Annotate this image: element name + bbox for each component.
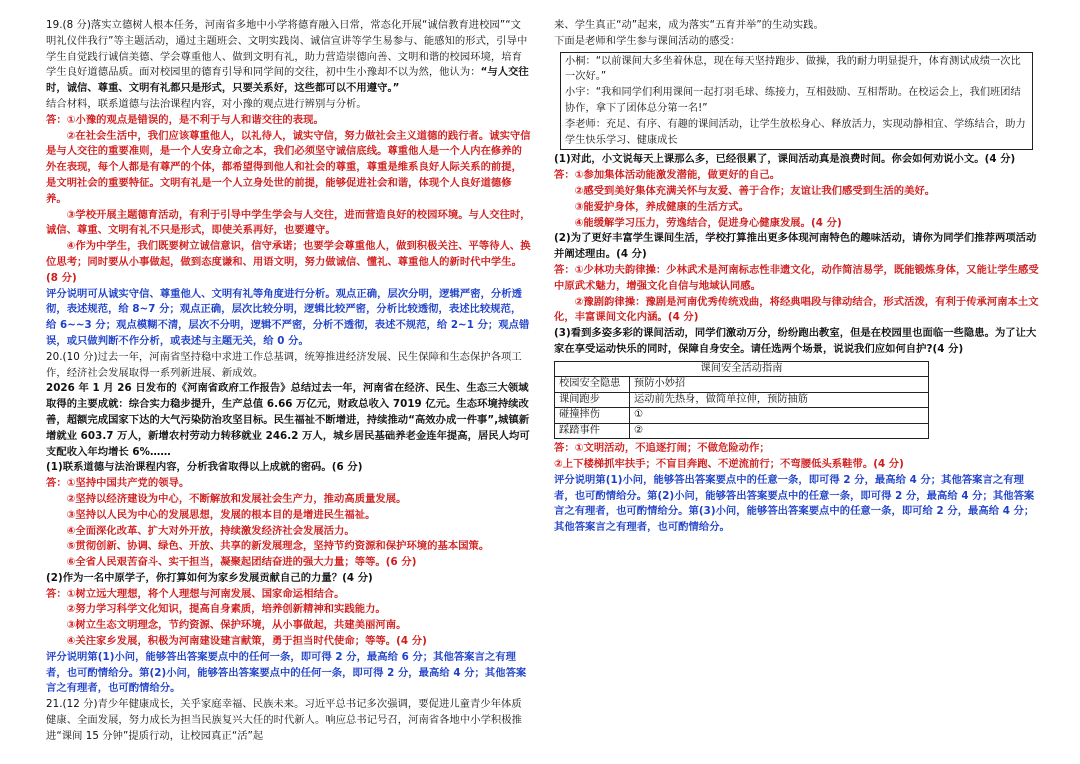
q21-stem-continued: 来、学生真正“动”起来，成为落实“五育并举”的生动实践。 <box>554 19 824 31</box>
q21-2-answer-2: ②豫剧韵律操：豫剧是河南优秀传统戏曲，将经典唱段与律动结合，形式活泼，有利于传承河南本土文化，丰富课间文化内涵。(4 分) <box>554 295 1039 324</box>
score: (4 分) <box>873 458 904 471</box>
q20-2-answer-2: ②努力学习科学文化知识，提高自身素质，培养创新精神和实践能力。 <box>66 603 386 616</box>
q19-quote: “与人交往时，诚信、尊重、文明有礼都只是形式，只要关系好，这些都可以不用遵守。” <box>46 66 529 95</box>
table-cell: 课间跑步 <box>555 392 630 408</box>
q21-1-answer-4: ④能缓解学习压力，劳逸结合，促进身心健康发展。(4 分) <box>574 216 842 229</box>
q19-answer-2: ②在社会生活中，我们应该尊重他人，以礼待人，诚实守信，努力做社会主义道德的践行者。诚实守信是与人交往的重要准则，是一个人安身立命之本，我们必须坚守诚信底线。尊重他人是一个人内在修养的外在表现，每个人都是有尊严的个体，都希望得到他人和社会的尊重，尊重是维系良好人际关系的前提，是文明社会的重要特征。文明有礼是一个人立身处世的前提，能够促进社会和谐，体现个人良好道德修养。 <box>46 129 531 205</box>
answer-label: 答： <box>46 477 67 490</box>
feedback-xiaoyu: 小宇：“我和同学们利用课间一起打羽毛球、练接力，互相鼓励、互相帮助。在校运会上，我们班团结协作，拿下了团体总分第一名!” <box>565 87 1021 114</box>
q20-2-answer-1: 答：①树立远大理想，将个人理想与河南发展、国家命运相结合。 <box>46 587 345 600</box>
table-row <box>555 392 929 408</box>
q20-scoring-notes: 评分说明第(1)小问，能够答出答案要点中的任何一条，即可得 2 分，最高给 6 分；其他答案言之有理者，也可酌情给分。第(2)小问，能够答出答案要点中的任何一条，即可得 2 分，最高给 4 分；其他答案言之有理者，也可酌情给分。 <box>46 650 527 695</box>
answer-label: 答： <box>554 442 575 455</box>
q19-scoring-notes: 评分说明可从诚实守信、尊重他人、文明有礼等角度进行分析。观点正确，层次分明，逻辑严密，分析透彻，表述规范，给 8~7 分；观点正确，层次比较分明，逻辑比较严密，分析比较透彻，表述比较规范，给 6~~3 分；观点模糊不清，层次不分明，逻辑不严密，分析不透彻，表述不规范，给 2~1 分；观点错误，或只做判断不作分析，或表述与主题无关，给 0 分。 <box>46 287 530 347</box>
table-cell: 碰撞摔伤 <box>555 408 630 424</box>
right-column <box>554 18 1039 536</box>
q19-answer-1: 答：①小豫的观点是错误的，是不利于与人和谐交往的表现。 <box>46 113 324 126</box>
score: (4 分) <box>396 635 427 648</box>
answer-label: 答： <box>554 263 575 276</box>
q20-1-answer-2: ②坚持以经济建设为中心，不断解放和发展社会生产力，推动高质量发展。 <box>66 492 407 505</box>
table-cell: 运动前先热身，做简单拉伸，预防抽筋 <box>630 392 929 408</box>
answer-label: 答： <box>46 113 67 126</box>
q20-2-answer-4: ④关注家乡发展，积极为河南建设建言献策，勇于担当时代使命；等等。(4 分) <box>66 635 427 648</box>
table-row <box>555 423 929 439</box>
q20-1-answer-6: ⑥全省人民艰苦奋斗、实干担当，凝聚起团结奋进的强大力量；等等。(6 分) <box>66 556 417 569</box>
q21-1-answer-3: ③能爱护身体，养成健康的生活方式。 <box>574 200 749 213</box>
score: (8 分) <box>46 271 77 284</box>
q21-1-answer-2: ②感受到美好集体充满关怀与友爱、善于合作；友谊让我们感受到生活的美好。 <box>574 184 936 197</box>
q19-answer-3: ③学校开展主题德育活动，有利于引导中学生学会与人交往，进而营造良好的校园环境。与人交往时，诚信、尊重、文明有礼不只是形式，即使关系再好，也要遵守。 <box>46 208 531 237</box>
q21-3-answer-1: 答：①文明活动，不追逐打闹；不做危险动作； <box>554 442 770 455</box>
score: (4 分) <box>667 311 699 324</box>
table-cell: ② <box>630 423 929 439</box>
q19-answer-4: ④作为中学生，我们既要树立诚信意识，信守承诺；也要学会尊重他人，做到积极关注、平等待人、换位思考；同时要从小事做起，做到态度谦和、用语文明，努力做诚信、懂礼、尊重他人的新时代中学生。(8 分) <box>46 240 531 284</box>
table-cell: ① <box>630 408 929 424</box>
q20-stem: 20.(10 分)过去一年，河南省坚持稳中求进工作总基调，统筹推进经济发展、民生保障和生态保护各项工作，经济社会发展取得一系列新进展、新成效。 <box>46 350 522 379</box>
feedback-teacher-li: 李老师：充足、有序、有趣的课间活动，让学生放松身心、释放活力，实现动静相宜、学练结合，助力学生快乐学习、健康成长 <box>565 118 1026 146</box>
table-title-row <box>555 361 929 377</box>
q21-3-answer-2: ②上下楼梯抓牢扶手；不盲目奔跑、不逆流前行；不弯腰低头系鞋带。(4 分) <box>554 458 904 471</box>
safety-guide-table <box>554 361 929 440</box>
q20-1-answer-3: ③坚持以人民为中心的发展思想，发展的根本目的是增进民生福祉。 <box>66 508 376 521</box>
q19-task: 结合材料，联系道德与法治课程内容，对小豫的观点进行辨别与分析。 <box>46 97 367 110</box>
q20-part-2: (2)作为一名中原学子，你打算如何为家乡发展贡献自己的力量？(4 分) <box>46 571 373 584</box>
answer-label: 答： <box>554 169 575 182</box>
q21-part-1: (1)对此，小文说每天上课那么多，已经很累了，课间活动真是浪费时间。你会如何劝说小文。(4 分) <box>554 153 1016 166</box>
left-column <box>46 18 531 745</box>
q21-scoring-notes: 评分说明第(1)小问，能够答出答案要点中的任意一条，即可得 2 分，最高给 4 分；其他答案言之有理者，也可酌情给分。第(2)小问，能够答出答案要点中的任意一条，即可得 2 分，最高给 4 分；其他答案言之有理者，也可酌情给分。第(3)小问，能够答出答案要点中的任意一条，即可给 2 分，最高给 4 分；其他答案言之有理者，也可酌情给分。 <box>554 473 1035 534</box>
table-cell: 预防小妙招 <box>630 377 929 393</box>
q19-stem: 19.(8 分)落实立德树人根本任务，河南省多地中小学将德育融入日常，常态化开展“诚信教育进校园”“文明礼仪伴我行”等主题活动，通过主题班会、文明实践岗、诚信宣讲等学生易参与、能感知的形式，引导中学生自觉践行诚信美德、学会尊重他人、做到文明有礼，助力营造崇德向善、文明和谐的校园环境，培育学生良好道德品质。面对校园里的德育引导和同学间的交往，初中生小豫却不以为然，他认为： <box>46 19 528 79</box>
feedback-box <box>560 52 1033 151</box>
q21-intro: 下面是老师和学生参与课间活动的感受： <box>554 34 741 47</box>
table-title: 课间安全活动指南 <box>555 361 929 377</box>
q20-1-answer-4: ④全面深化改革、扩大对外开放，持续激发经济社会发展活力。 <box>66 524 355 537</box>
table-cell: 踩踏事件 <box>555 423 630 439</box>
q20-1-answer-1: 答：①坚持中国共产党的领导。 <box>46 477 190 490</box>
q21-1-answer-1: 答：①参加集体活动能激发潜能，做更好的自己。 <box>554 169 781 182</box>
q21-part-2: (2)为了更好丰富学生课间生活，学校打算推出更多体现河南特色的趣味活动，请你为同学们推荐两项活动并阐述理由。(4 分) <box>554 232 1037 261</box>
q21-2-answer-1: 答：①少林功夫韵律操：少林武术是河南标志性非遗文化，动作简洁易学，既能锻炼身体，又能让学生感受中原武术魅力，增强文化自信与地域认同感。 <box>554 263 1039 292</box>
q20-material: 2026 年 1 月 26 日发布的《河南省政府工作报告》总结过去一年，河南省在经济、民生、生态三大领域取得的主要成就：综合实力稳步提升，生产总值 6.66 万亿元，财政总收入 7019 亿元。生态环境持续改善，超额完成国家下达的大气污染防治攻坚目标。民生福祉不断增进，持续推动“高效办成一件事”,城镇新增就业 603.7 万人，新增农村劳动力转移就业 246.2 万人，城乡居民基础养老金连年提高，居民人均可支配收入年均增长 6%…… <box>46 382 530 458</box>
score: (4 分) <box>811 216 842 229</box>
feedback-xiaotong: 小桐：“以前课间大多坐着休息，现在每天坚持跑步、做操，我的耐力明显提升，体育测试成绩一次比一次好。” <box>565 55 1021 83</box>
table-row <box>555 377 929 393</box>
question-19 <box>46 18 531 97</box>
table-cell: 校园安全隐患 <box>555 377 630 393</box>
q20-1-answer-5: ⑤贯彻创新、协调、绿色、开放、共享的新发展理念，坚持节约资源和保护环境的基本国策。 <box>66 540 490 553</box>
q21-part-3: (3)看到多姿多彩的课间活动，同学们激动万分，纷纷跑出教室，但是在校园里也面临一些隐患。为了让大家在享受运动快乐的同时，保障自身安全。请任选两个场景，说说我们应如何自护?(4 分) <box>554 327 1037 355</box>
q21-stem: 21.(12 分)青少年健康成长，关乎家庭幸福、民族未来。习近平总书记多次强调，要促进儿童青少年体质健康、全面发展，努力成长为担当民族复兴大任的时代新人。响应总书记号召，河南省各地中小学积极推进“课间 15 分钟”提质行动，让校园真正“活”起 <box>46 698 522 742</box>
q20-2-answer-3: ③树立生态文明理念，节约资源、保护环境，从小事做起，共建美丽河南。 <box>66 619 407 632</box>
table-row <box>555 408 929 424</box>
answer-label: 答： <box>46 587 67 600</box>
q20-part-1: (1)联系道德与法治课程内容，分析我省取得以上成就的密码。(6 分) <box>46 461 363 474</box>
score: (6 分) <box>385 556 417 569</box>
